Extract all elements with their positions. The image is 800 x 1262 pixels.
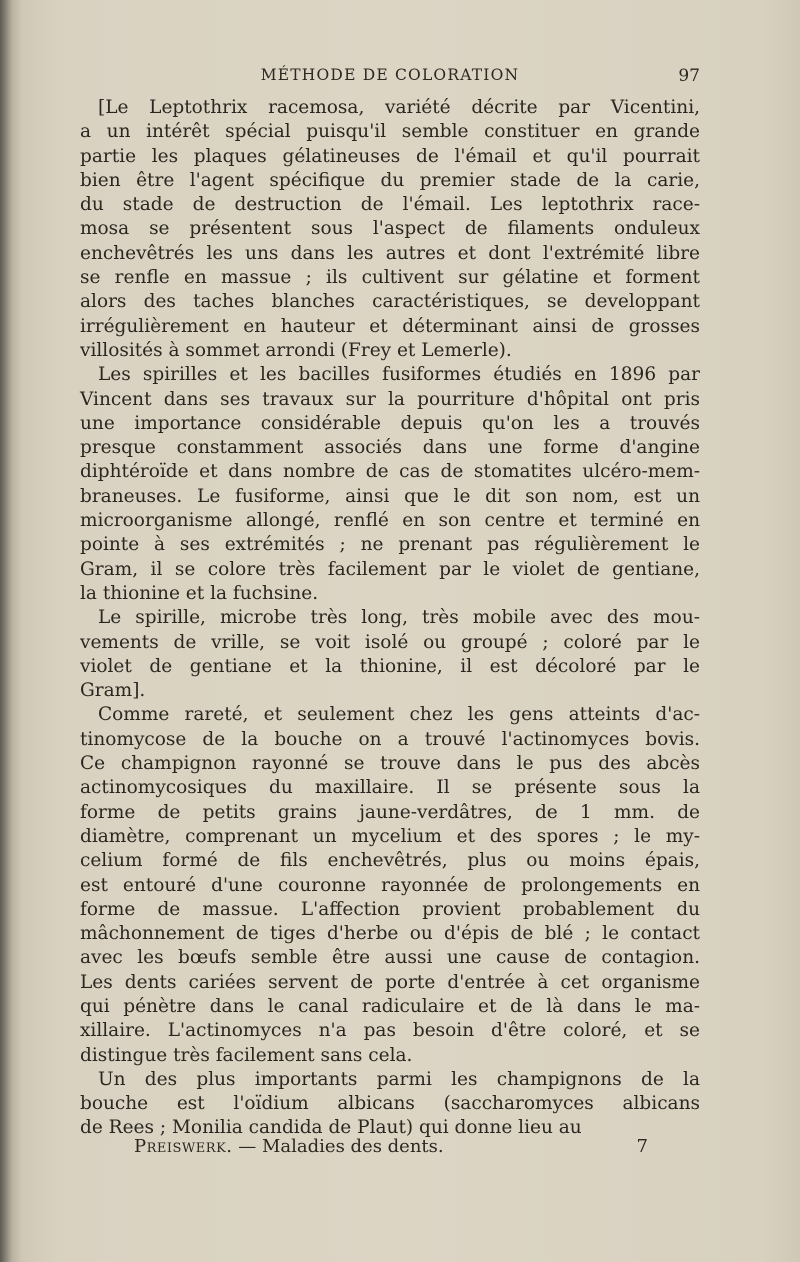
text-line: violet de gentiane et la thionine, il est décoloré par le (80, 655, 700, 677)
text-line: une importance considérable depuis qu'on les a trouvés (80, 412, 700, 434)
text-line: villosités à sommet arrondi (Frey et Lemerle). (80, 339, 512, 361)
footer-author: Preiswerk. (134, 1136, 233, 1157)
text-line: tinomycose de la bouche on a trouvé l'actinomyces bovis. (80, 728, 700, 750)
page-header (80, 66, 700, 90)
text-line: diphtéroïde et dans nombre de cas de stomatites ulcéro-mem- (80, 461, 700, 483)
text-line: braneuses. Le fusiforme, ainsi que le dit son nom, est un (80, 485, 700, 507)
text-line: a un intérêt spécial puisqu'il semble constituer en grande (80, 121, 700, 143)
footer-separator: — (238, 1136, 257, 1157)
text-line: xillaire. L'actinomyces n'a pas besoin d'être coloré, et se (80, 1020, 700, 1042)
text-line: partie les plaques gélatineuses de l'émail et qu'il pourrait (80, 145, 700, 167)
text-line: forme de petits grains jaune-verdâtres, de 1 mm. de (80, 801, 700, 823)
text-line: Vincent dans ses travaux sur la pourriture d'hôpital ont pris (80, 388, 700, 410)
text-line: pointe à ses extrémités ; ne prenant pas régulièrement le (80, 534, 700, 556)
text-line: diamètre, comprenant un mycelium et des spores ; le my- (80, 825, 700, 847)
text-line: enchevêtrés les uns dans les autres et dont l'extrémité libre (80, 242, 700, 264)
text-line: mosa se présentent sous l'aspect de filaments onduleux (80, 218, 700, 240)
text-line: Un des plus importants parmi les champignons de la (98, 1068, 700, 1090)
page-footer (80, 1136, 700, 1162)
text-line: vements de vrille, se voit isolé ou groupé ; coloré par le (80, 631, 700, 653)
text-line: [Le Leptothrix racemosa, variété décrite par Vicentini, (98, 97, 700, 118)
text-line: bien être l'agent spécifique du premier stade de la carie, (80, 169, 700, 191)
text-line: se renfle en massue ; ils cultivent sur gélatine et forment (80, 267, 700, 289)
text-line: Gram, il se colore très facilement par le violet de gentiane, (80, 558, 700, 580)
signature-line (134, 1136, 444, 1157)
text-line: microorganisme allongé, renflé en son centre et terminé en (80, 510, 700, 532)
text-line: bouche est l'oïdium albicans (saccharomyces albicans (80, 1093, 700, 1115)
text-line: forme de massue. L'affection provient probablement du (80, 898, 700, 920)
body-text (80, 96, 700, 1141)
text-line: Les dents cariées servent de porte d'entrée à cet organisme (80, 971, 700, 993)
text-line: Le spirille, microbe très long, très mobile avec des mou- (98, 607, 700, 629)
text-line: celium formé de fils enchevêtrés, plus ou moins épais, (80, 850, 700, 872)
sheet-number: 7 (636, 1136, 648, 1157)
text-line: irrégulièrement en hauteur et déterminant ainsi de grosses (80, 315, 700, 337)
text-line: presque constamment associés dans une forme d'angine (80, 437, 700, 459)
text-line: qui pénètre dans le canal radiculaire et de là dans le ma- (80, 995, 700, 1017)
text-line: est entouré d'une couronne rayonnée de prolongements en (80, 874, 700, 896)
text-line: distingue très facilement sans cela. (80, 1044, 413, 1066)
text-line: Comme rareté, et seulement chez les gens atteints d'ac- (98, 704, 700, 726)
text-line: Les spirilles et les bacilles fusiformes étudiés en 1896 par (98, 364, 700, 386)
running-title: MÉTHODE DE COLORATION (260, 66, 520, 84)
text-line: du stade de destruction de l'émail. Les leptothrix race- (80, 194, 700, 216)
text-line: avec les bœufs semble être aussi une cause de contagion. (80, 947, 700, 969)
text-line: alors des taches blanches caractéristiques, se developpant (80, 291, 700, 313)
page-number: 97 (678, 66, 700, 86)
footer-title: Maladies des dents. (261, 1136, 444, 1157)
text-line: Ce champignon rayonné se trouve dans le pus des abcès (80, 753, 700, 775)
text-line: actinomycosiques du maxillaire. Il se présente sous la (80, 777, 700, 799)
text-line: la thionine et la fuchsine. (80, 582, 319, 604)
text-line: Gram]. (80, 680, 146, 702)
text-line: de Rees ; Monilia candida de Plaut) qui donne lieu au (80, 1117, 582, 1139)
text-line: mâchonnement de tiges d'herbe ou d'épis de blé ; le contact (80, 923, 700, 945)
